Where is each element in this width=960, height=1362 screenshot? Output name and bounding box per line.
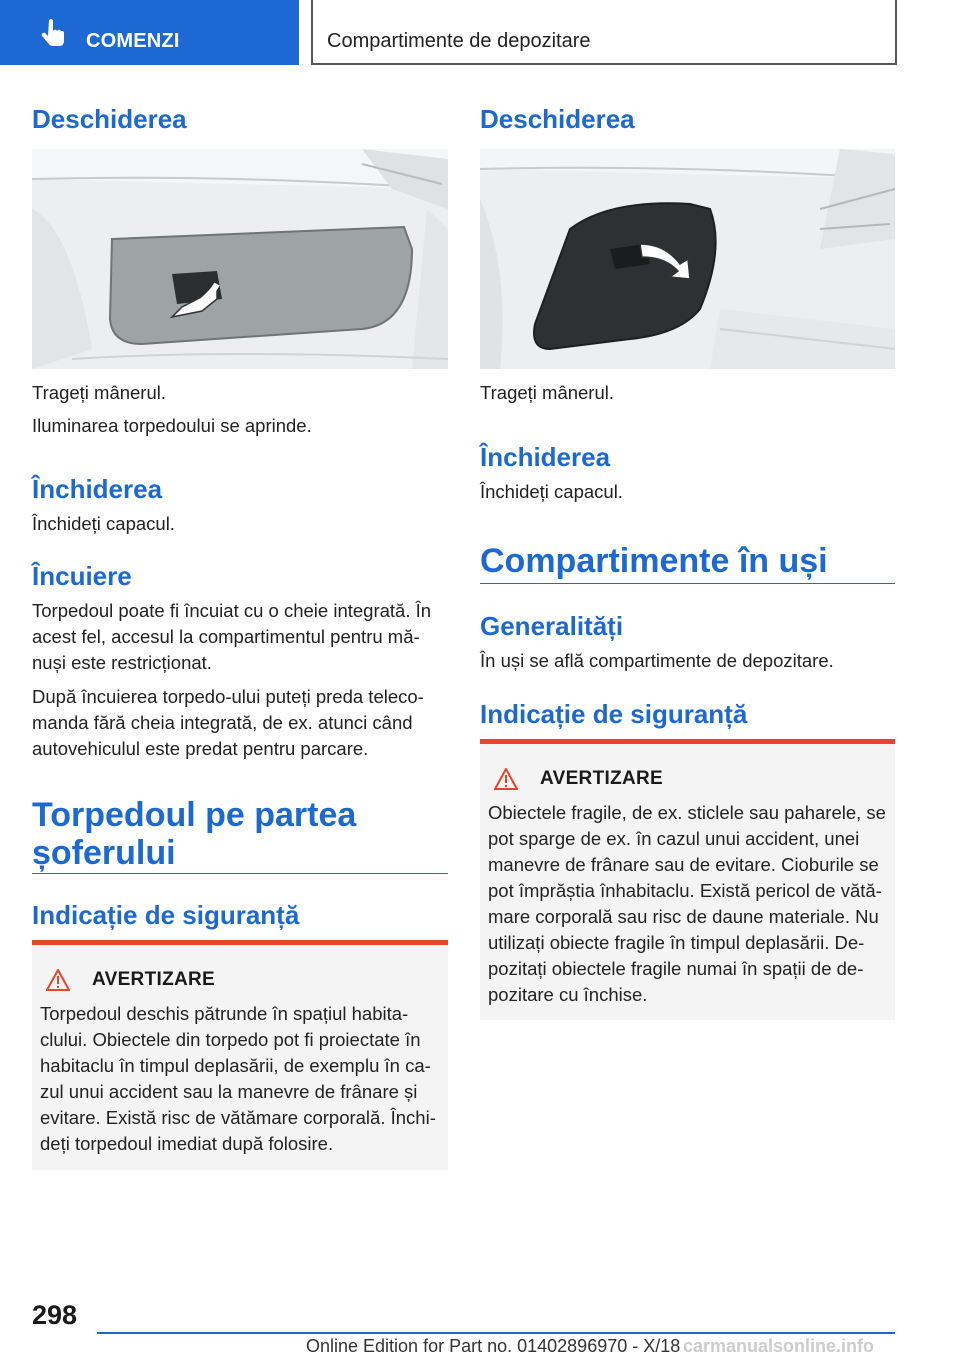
- heading-closing-right: Închiderea: [480, 442, 611, 472]
- warning-title: AVERTIZARE: [540, 768, 663, 789]
- locking-paragraph-2: După încuierea torpedo-ului puteți preda teleco-manda fără cheia integrată, de ex. atunci când autovehiculul este predat pentru parcare.: [32, 686, 424, 759]
- heading-door-compartments: Compartimente în uși: [480, 542, 828, 580]
- closing-instruction-right: Închideți capacul.: [480, 481, 623, 502]
- warning-box-right: [480, 739, 895, 1020]
- opening-note-left: Iluminarea torpedoului se aprinde.: [32, 415, 312, 436]
- heading-opening-left: Deschiderea: [32, 104, 187, 134]
- glovebox-figure-right: [480, 149, 895, 369]
- warning-text: Torpedoul deschis pătrunde în spațiul habita-clului. Obiectele din torpedo pot fi proiectate în habitaclu în timpul deplasării, de exemplu în ca-zul unui accident sau la manevre de frânare și evitare. Există risc de vătămare corporală. Închi-deți torpedoul imediat după folosire.: [40, 1003, 436, 1154]
- page-number: 298: [32, 1300, 78, 1330]
- edition-note: Online Edition for Part no. 01402896970 - X/18: [306, 1336, 681, 1356]
- heading-driver-glovebox: Torpedoul pe partea șoferului: [32, 796, 357, 872]
- footer-rule: [97, 1332, 895, 1334]
- heading-closing-left: Închiderea: [32, 474, 163, 504]
- closing-instruction-left: Închideți capacul.: [32, 513, 175, 534]
- heading-general: Generalități: [480, 611, 624, 641]
- warning-triangle-icon: [46, 969, 70, 991]
- glovebox-illustration-right: [480, 149, 895, 369]
- opening-instruction-right: Trageți mânerul.: [480, 382, 615, 403]
- heading-rule-left: [32, 873, 448, 874]
- heading-locking: Încuiere: [32, 561, 132, 591]
- watermark: carmanualsonline.info: [683, 1336, 875, 1356]
- warning-triangle-icon: [494, 768, 518, 790]
- warning-title: AVERTIZARE: [92, 969, 215, 990]
- heading-safety-right: Indicație de siguranță: [480, 699, 748, 729]
- glovebox-figure-left: [32, 149, 448, 369]
- glovebox-illustration-left: [32, 149, 448, 369]
- locking-paragraph-1: Torpedoul poate fi încuiat cu o cheie integrată. În acest fel, accesul la compartimentul pentru mă-nuși este restricționat.: [32, 600, 432, 673]
- warning-title-row: [494, 768, 663, 790]
- chapter-title: Compartimente de depozitare: [327, 30, 591, 52]
- warning-text: Obiectele fragile, de ex. sticlele sau paharele, se pot sparge de ex. în cazul unui accident, unei manevre de frânare sau de evitare. Cioburile se pot împrăștia înhabitaclu. Există pericol de vătă-mare corporală sau risc de daune materiale. Nu utilizați obiecte fragile în timpul deplasării. De-pozitați obiectele fragile numai în spații de de-pozitare cu închise.: [488, 802, 886, 1005]
- chapter-header: [311, 0, 897, 65]
- heading-safety-left: Indicație de siguranță: [32, 900, 300, 930]
- section-label: COMENZI: [86, 30, 180, 52]
- heading-rule-right: [480, 583, 895, 584]
- general-paragraph: În uși se află compartimente de depozitare.: [480, 650, 834, 671]
- warning-box-left: [32, 940, 448, 1170]
- hand-pointer-icon: [40, 18, 66, 48]
- heading-opening-right: Deschiderea: [480, 104, 635, 134]
- opening-instruction-left: Trageți mânerul.: [32, 382, 167, 403]
- section-tab[interactable]: [0, 0, 299, 65]
- warning-title-row: [46, 969, 215, 991]
